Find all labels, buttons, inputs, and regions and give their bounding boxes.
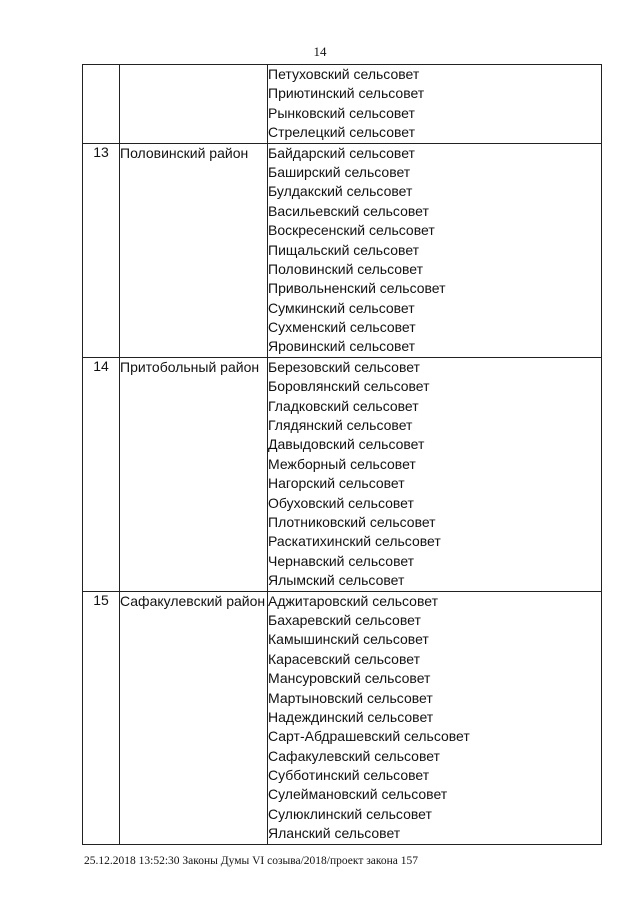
council-item: Мартыновский сельсовет — [268, 689, 433, 706]
council-item: Стрелецкий сельсовет — [268, 124, 415, 141]
council-item: Сулеймановский сельсовет — [268, 786, 448, 803]
council-item: Половинский сельсовет — [268, 260, 424, 277]
council-item: Плотниковский сельсовет — [268, 513, 436, 530]
row-number: 14 — [83, 357, 120, 591]
council-item: Субботинский сельсовет — [268, 767, 430, 784]
council-list — [268, 143, 602, 357]
table-row — [83, 65, 602, 144]
council-item: Петуховский сельсовет — [268, 66, 420, 82]
row-number — [83, 65, 120, 144]
council-item: Боровлянский сельсовет — [268, 378, 430, 395]
table-body — [83, 65, 602, 845]
council-item: Сарт-Абдрашевский сельсовет — [268, 728, 470, 745]
council-item: Яровинский сельсовет — [268, 338, 416, 355]
footer-text: 25.12.2018 13:52:30 Законы Думы VI созыва/2018/проект закона 157 — [84, 855, 419, 867]
council-item: Бахаревский сельсовет — [268, 611, 421, 628]
row-number: 13 — [83, 143, 120, 357]
council-item: Васильевский сельсовет — [268, 202, 429, 219]
council-item: Обуховский сельсовет — [268, 494, 414, 511]
council-item: Нагорский сельсовет — [268, 475, 405, 492]
district-name: Сафакулевский район — [120, 591, 268, 844]
table-row — [83, 591, 602, 844]
council-item: Глядянский сельсовет — [268, 417, 413, 434]
table-row — [83, 357, 602, 591]
council-item: Мансуровский сельсовет — [268, 670, 431, 687]
council-item: Давыдовский сельсовет — [268, 436, 425, 453]
council-item: Камышинский сельсовет — [268, 631, 429, 648]
council-item: Воскресенский сельсовет — [268, 222, 435, 239]
district-name: Притобольный район — [120, 357, 268, 591]
council-item: Березовский сельсовет — [268, 358, 420, 375]
row-number: 15 — [83, 591, 120, 844]
council-item: Приютинский сельсовет — [268, 85, 425, 102]
council-item: Баширский сельсовет — [268, 163, 411, 180]
council-item: Надеждинский сельсовет — [268, 708, 434, 725]
council-list — [268, 65, 602, 144]
council-item: Карасевский сельсовет — [268, 650, 420, 667]
table-row — [83, 143, 602, 357]
council-item: Пищальский сельсовет — [268, 241, 420, 258]
districts-table — [82, 64, 602, 845]
council-item: Межборный сельсовет — [268, 455, 416, 472]
council-item: Байдарский сельсовет — [268, 144, 415, 161]
district-name — [120, 65, 268, 144]
council-list — [268, 357, 602, 591]
council-item: Привольненский сельсовет — [268, 280, 446, 297]
council-item: Сухменский сельсовет — [268, 319, 416, 336]
council-item: Сафакулевский сельсовет — [268, 747, 440, 764]
council-item: Чернавский сельсовет — [268, 552, 415, 569]
council-item: Аджитаровский сельсовет — [268, 592, 438, 609]
council-item: Рынковский сельсовет — [268, 104, 415, 121]
council-item: Яланский сельсовет — [268, 825, 401, 842]
council-item: Гладковский сельсовет — [268, 397, 419, 414]
council-item: Сулюклинский сельсовет — [268, 805, 432, 822]
page-number: 14 — [313, 44, 327, 59]
council-list — [268, 591, 602, 844]
council-item: Раскатихинский сельсовет — [268, 533, 441, 550]
council-item: Сумкинский сельсовет — [268, 299, 415, 316]
district-name: Половинский район — [120, 143, 268, 357]
council-item: Булдакский сельсовет — [268, 183, 413, 200]
council-item: Ялымский сельсовет — [268, 572, 405, 589]
